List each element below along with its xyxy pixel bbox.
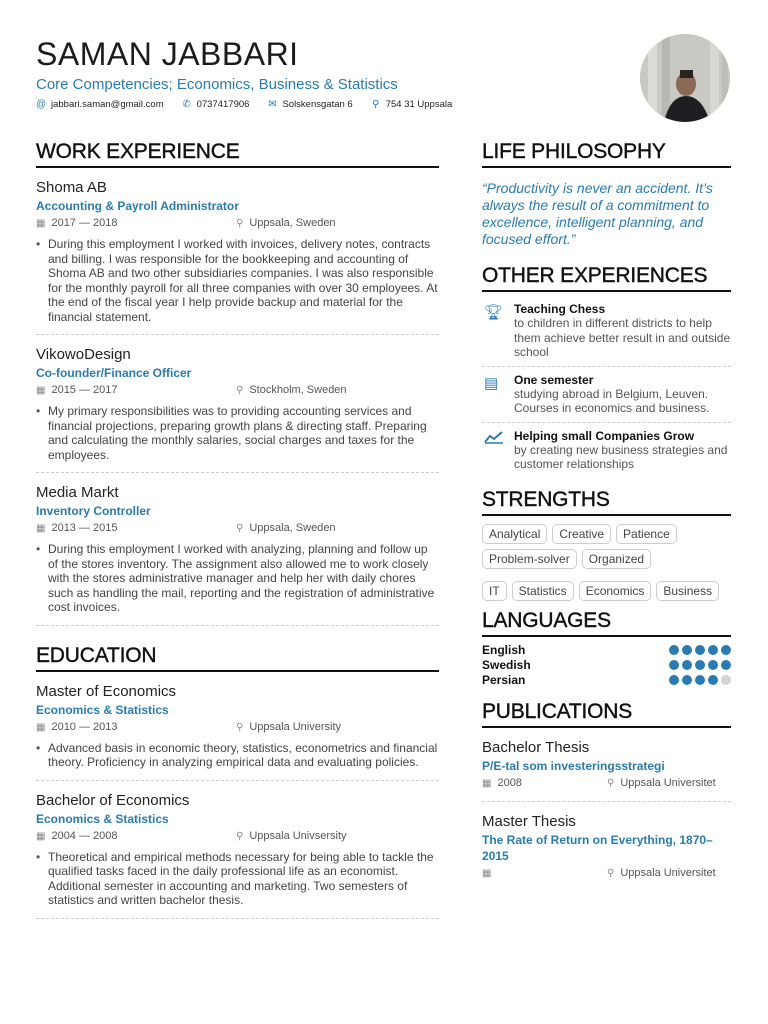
entry-meta [482,776,731,791]
resume-header [36,34,626,110]
level-dot-filled [708,675,718,685]
contact-address [267,99,352,110]
philosophy-quote: “Productivity is never an accident. It’s always the result of a commitment to excellence, intelligent planning, and focused effort.” [482,180,713,247]
entry-location: Uppsala Universitet [620,776,716,789]
language-name: Swedish [482,657,531,672]
tagline: Core Competencies; Economics, Business & Statistics [36,76,398,93]
location-icon: ⚲ [236,830,244,842]
calendar-icon: ▦ [36,523,46,534]
entry-bullet: • During this employment I worked with invoices, delivery notes, contracts and billing. I was responsible for the bookkeeping and accounting of Shoma AB and two other subsidiaries companies. I was also responsible for the monthly payroll for all three companies with over 30 employees. At the end of the fiscal year I help provide backup and material for the financial statement. [36,237,438,324]
publication-subtitle: The Rate of Return on Everything, 1870–2015 [482,832,713,863]
contact-bar [36,99,626,110]
book-icon: ▤ [484,374,499,392]
strength-tag: Economics [579,581,652,601]
company-name: VikowoDesign [36,346,131,363]
publication-title: Bachelor Thesis [482,738,590,756]
phone-icon: ✆ [182,99,191,110]
profile-photo [640,34,730,122]
entry-bullet: • My primary responsibilities was to providing accounting services and financial projections, preparing growth plans & directing staff. Preparing and calculating the monthly salaries, social charges and taxes for the employees. [36,404,427,462]
language-level-5-of-5 [669,645,731,655]
entry-meta [36,383,439,398]
level-dot-filled [721,660,731,670]
company-name: Media Markt [36,484,119,501]
left-column [36,140,439,919]
language-row [482,643,731,658]
location-icon: ⚲ [607,777,615,789]
education-entry [36,781,439,919]
entry-meta [36,521,439,536]
language-level-5-of-5 [669,660,731,670]
publication-subtitle: P/E-tal som investeringsstrategi [482,758,665,773]
envelope-icon: ✉ [268,99,277,110]
level-dot-filled [695,645,705,655]
level-dot-filled [708,660,718,670]
job-role: Inventory Controller [36,504,151,518]
level-dot-filled [695,660,705,670]
location-icon: ⚲ [236,721,244,733]
entry-date: 2010 — 2013 [51,720,118,733]
entry-bullet: • Advanced basis in economic theory, statistics, econometrics and financial theory. Proficiency in analyzing empirical data and evaluating policies. [36,740,438,769]
strength-tags-primary [482,524,731,569]
strength-tag: Patience [616,524,677,544]
entry-location: Stockholm, Sweden [249,384,347,396]
degree-field: Economics & Statistics [36,811,169,826]
location-text: 754 31 Uppsala [385,99,453,110]
calendar-icon: ▦ [482,867,492,879]
location-icon: ⚲ [236,218,244,229]
degree-name: Master of Economics [36,682,177,700]
entry-meta [36,216,439,231]
entry-location: Uppsala, Sweden [249,522,336,534]
job-role: Accounting & Payroll Administrator [36,199,239,213]
language-name: Persian [482,672,526,687]
strength-tag: IT [482,581,507,601]
strength-tags-secondary [482,581,731,601]
level-dot-filled [682,675,692,685]
section-title-work: WORK EXPERIENCE [36,140,439,168]
other-experiences-list [482,296,731,478]
strength-tag: Problem-solver [482,549,577,569]
languages-list [482,643,731,688]
contact-location [371,99,453,110]
entry-location: Uppsala University [249,720,342,733]
email-text: jabbari.saman@gmail.com [51,99,164,110]
calendar-icon: ▦ [36,721,46,733]
strength-tag: Creative [552,524,611,544]
trophy-icon: 🏆︎ [484,304,504,321]
work-entry [36,168,439,335]
level-dot-filled [708,645,718,655]
level-dot-empty [721,675,731,685]
section-title-strengths: STRENGTHS [482,488,731,516]
calendar-icon: ▦ [36,218,46,229]
entry-meta [36,829,439,844]
degree-field: Economics & Statistics [36,702,169,717]
entry-bullet: • Theoretical and empirical methods necessary for being able to tackle the qualified tasks faced in the daily professional life as an economist. Additional semester in accounting and marketing. Two semesters of statistics and written bachelor thesis. [36,849,434,907]
level-dot-filled [669,675,679,685]
language-row [482,658,731,673]
publication-entry [482,802,731,891]
strength-tag: Business [656,581,719,601]
level-dot-filled [669,645,679,655]
publication-title: Master Thesis [482,812,576,830]
strength-tag: Statistics [512,581,574,601]
entry-location: Uppsala Universitet [620,866,716,879]
company-name: Shoma AB [36,179,107,196]
list-item: ▤ One semester studying abroad in Belgium, Leuven. Courses in economics and business. [482,367,731,423]
entry-location: Uppsala, Sweden [249,217,336,229]
section-title-education: EDUCATION [36,644,439,672]
publication-entry [482,728,731,802]
section-title-other: OTHER EXPERIENCES [482,264,731,292]
location-icon: ⚲ [236,385,244,396]
candidate-name: SAMAN JABBARI [36,36,299,72]
list-item: Helping small Companies Grow by creating new business strategies and customer relationships [482,423,731,478]
education-entry [36,672,439,781]
list-item: 🏆︎ Teaching Chess to children in different districts to help them achieve better result in and outside school [482,296,731,367]
entry-location: Uppsala Univsersity [249,829,347,842]
right-column [482,140,731,891]
work-entry [36,335,439,473]
entry-meta [482,866,731,881]
level-dot-filled [669,660,679,670]
language-name: English [482,642,526,657]
chart-line-icon [482,429,514,472]
section-title-languages: LANGUAGES [482,609,731,637]
strength-tag: Organized [582,549,651,569]
strength-tag: Analytical [482,524,547,544]
level-dot-filled [721,645,731,655]
address-text: Solskensgatan 6 [282,99,353,110]
work-entry [36,473,439,626]
job-role: Co-founder/Finance Officer [36,366,192,380]
section-title-publications: PUBLICATIONS [482,700,731,728]
entry-meta [36,720,439,735]
degree-name: Bachelor of Economics [36,791,190,809]
level-dot-filled [682,660,692,670]
location-icon: ⚲ [607,867,615,879]
entry-date: 2013 — 2015 [51,522,118,534]
location-icon: ⚲ [236,523,244,534]
location-icon: ⚲ [372,99,380,110]
calendar-icon: ▦ [36,830,46,842]
entry-date: 2004 — 2008 [51,829,118,842]
language-level-4-of-5 [669,675,731,685]
level-dot-filled [682,645,692,655]
phone-text: 0737417906 [196,99,250,110]
calendar-icon: ▦ [482,777,492,789]
calendar-icon: ▦ [36,385,46,396]
contact-phone[interactable] [182,99,250,110]
entry-date: 2008 [497,776,522,789]
entry-date: 2015 — 2017 [51,384,118,396]
section-title-philosophy: LIFE PHILOSOPHY [482,140,731,168]
profile-photo-image [640,34,730,122]
at-icon: @ [36,99,47,110]
contact-email[interactable] [36,99,164,110]
language-row [482,673,731,688]
entry-date: 2017 — 2018 [51,217,118,229]
entry-bullet: • During this employment I worked with analyzing, planning and follow up of the stores inventory. The assignment also allowed me to work closely with the stores administrative manager and help her with daily chores such as handling the mail, reporting and the registration of administrative cost invoices. [36,542,435,614]
level-dot-filled [695,675,705,685]
